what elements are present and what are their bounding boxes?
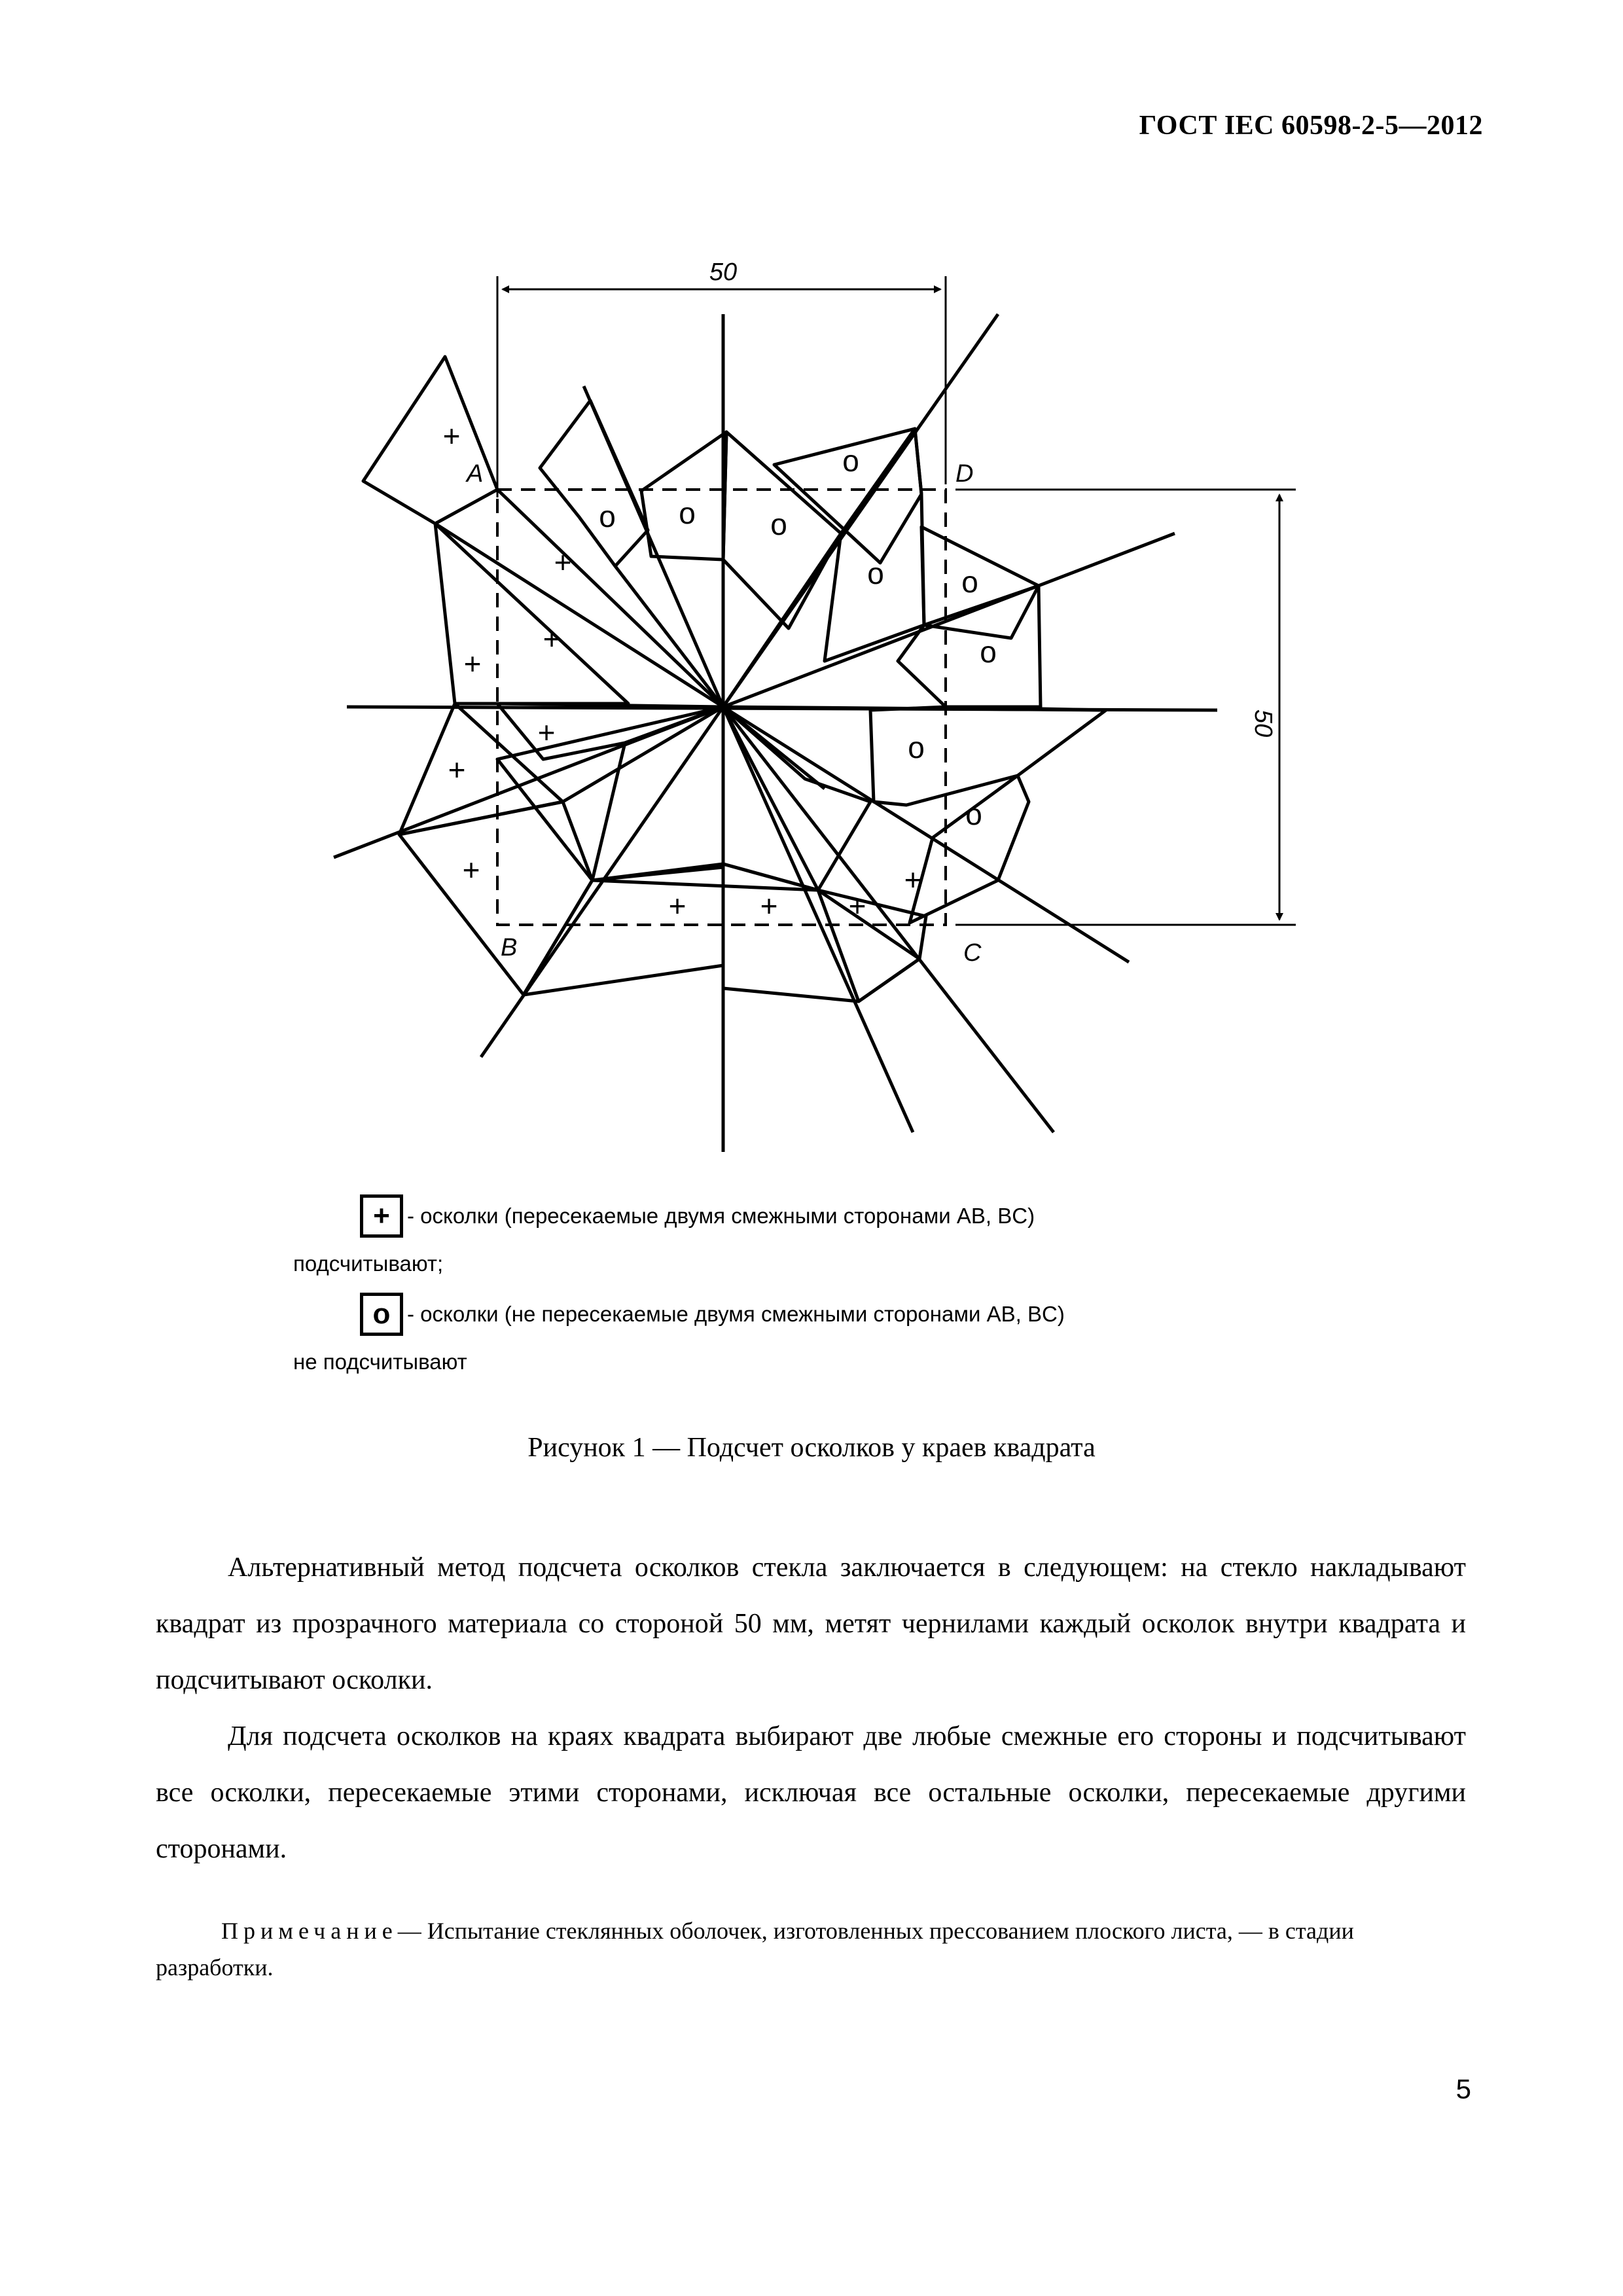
legend-counted-tail: подсчитывают; [293,1251,444,1276]
note [156,1912,1466,1986]
legend-counted-text: - осколки (пересекаемые двумя смежными сторонами AB, BC) [407,1204,1035,1228]
body-paragraph: Для подсчета осколков на краях квадрата выбирают две любые смежные его стороны и подсчитывают все осколки, пересекаемые этими сторонами, исключая все остальные осколки, пересекаемые другими сторонами. [156,1721,1466,1864]
counted-mark: + [537,715,556,749]
note-label: Примечание [221,1918,398,1944]
counted-mark: + [554,545,572,579]
corner-label-d: D [955,460,974,488]
legend-not-counted-symbol: o [360,1293,403,1336]
legend-not-counted [360,1293,1065,1336]
counted-mark: + [760,889,778,923]
page-number: 5 [1455,2073,1471,2104]
uncounted-mark: o [908,730,925,764]
uncounted-mark: o [867,556,884,590]
counted-mark: + [543,622,561,656]
document-code: ГОСТ IEC 60598-2-5—2012 [1139,111,1483,141]
dimension-top-label: 50 [709,259,738,286]
uncounted-mark: o [842,444,859,478]
uncounted-mark: o [599,499,616,533]
counted-mark: + [463,647,482,681]
body-paragraph: Альтернативный метод подсчета осколков стекла заключается в следующем: на стекло накладывают квадрат из прозрачного материала со стороной 50 мм, метят чернилами каждый осколок внутри квадрата и подсчитывают осколки. [156,1552,1466,1695]
legend-not-counted-text: - осколки (не пересекаемые двумя смежными сторонами AB, BC) [407,1302,1065,1326]
counted-mark: + [462,853,480,887]
note-text: — Испытание стеклянных оболочек, изготовленных прессованием плоского листа, — в стадии разработки. [156,1918,1354,1981]
counted-mark: + [668,889,687,923]
corner-label-c: C [963,939,982,967]
counted-marks [443,419,922,923]
legend-counted-symbol: + [360,1194,403,1238]
counted-mark: + [904,863,922,897]
counted-mark: + [448,753,466,787]
legend-not-counted-tail: не подсчитывают [293,1350,467,1374]
counted-mark: + [848,889,866,923]
legend-counted [360,1194,1035,1238]
figure-caption: Рисунок 1 — Подсчет осколков у краев квадрата [527,1433,1096,1463]
corner-label-a: A [467,460,484,488]
counted-mark: + [442,419,461,453]
uncounted-mark: o [679,496,696,530]
corner-label-b: B [501,934,518,961]
dimension-right-label: 50 [1249,709,1277,738]
uncounted-mark: o [980,635,997,669]
crack-lines [334,314,1217,1152]
uncounted-mark: o [965,797,982,831]
uncounted-mark: o [961,565,978,599]
uncounted-mark: o [770,507,787,541]
